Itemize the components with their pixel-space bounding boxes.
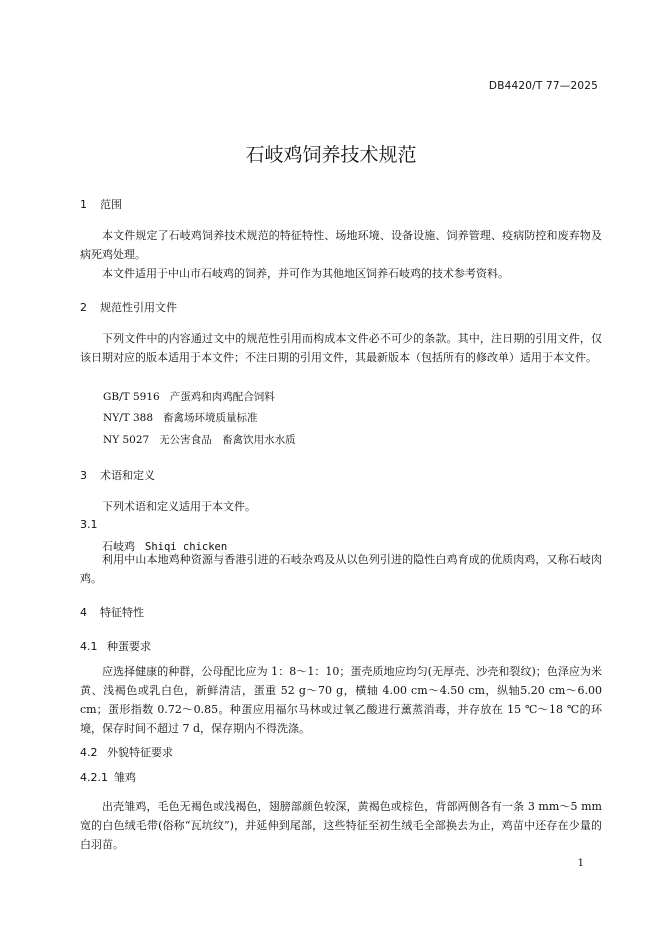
term-chinese: 石岐鸡 [102, 540, 135, 553]
term-definition: 利用中山本地鸡种资源与香港引进的石岐杂鸡及从以色列引进的隐性白鸡育成的优质肉鸡，又称石岐肉鸡。 [80, 553, 602, 585]
standard-code: DB4420/T 77—2025 [488, 80, 598, 92]
subsection-4-2-heading [80, 744, 173, 760]
section-1-heading [80, 196, 122, 212]
section-2-heading [80, 299, 177, 315]
page-number: 1 [577, 858, 584, 869]
subsection-title: 种蛋要求 [107, 640, 151, 653]
reference-name: 无公害食品 畜禽饮用水水质 [159, 434, 296, 446]
section-number: 2 [80, 301, 87, 314]
reference-item [103, 410, 258, 425]
subsection-title: 外貌特征要求 [107, 746, 173, 759]
section-2-paragraph: 下列文件中的内容通过文中的规范性引用而构成本文件必不可少的条款。其中，注日期的引用文件，仅该日期对应的版本适用于本文件；不注日期的引用文件，其最新版本（包括所有的修改单）适用于本文件。 [80, 332, 602, 364]
section-1-paragraph-1: 本文件规定了石岐鸡饲养技术规范的特征特性、场地环境、设备设施、饲养管理、疫病防控和废弃物及病死鸡处理。 [80, 229, 602, 261]
section-title: 术语和定义 [100, 469, 155, 482]
subsection-number: 4.2 [80, 746, 98, 759]
subsection-title: 雏鸡 [114, 771, 136, 784]
reference-item [103, 389, 275, 404]
subsection-4-1-paragraph: 应选择健康的种群，公母配比应为 1：8～1：10；蛋壳质地应均匀(无厚壳、沙壳和裂纹)；色泽应为米黄、浅褐色或乳白色，新鲜清洁，蛋重 52 g～70 g，横轴 4.00 cm～4.50 cm，纵轴5.20 cm～6.00 cm；蛋形指数 0.72～0.85。种蛋应用福尔马林或过氧乙酸进行薰蒸消毒，并存放在 15 ℃～18 ℃的环境，保存时间不超过 7 d，保存期内不得洗涤。 [80, 665, 602, 735]
section-title: 规范性引用文件 [100, 301, 177, 314]
subsection-number: 4.2.1 [80, 771, 108, 784]
term-english: Shiqi chicken [145, 541, 228, 553]
subsection-number: 4.1 [80, 640, 98, 653]
reference-name: 产蛋鸡和肉鸡配合饲料 [169, 391, 275, 403]
section-3-heading [80, 467, 155, 483]
reference-item [103, 432, 296, 447]
subsection-4-1-heading [80, 638, 151, 654]
section-number: 1 [80, 198, 87, 211]
section-1-paragraph-2: 本文件适用于中山市石岐鸡的饲养，并可作为其他地区饲养石岐鸡的技术参考资料。 [102, 267, 509, 280]
subsection-4-2-1-paragraph: 出壳雏鸡，毛色无褐色或浅褐色，翅膀部颜色较深，黄褐色或棕色，背部两侧各有一条 3 mm～5 mm宽的白色绒毛带(俗称“瓦坑纹”)，并延伸到尾部，这些特征至初生绒毛全部换去为止，鸡苗中还存在少量的白羽苗。 [80, 800, 602, 851]
section-4-heading [80, 604, 144, 620]
document-title: 石岐鸡饲养技术规范 [245, 144, 417, 166]
section-title: 特征特性 [100, 606, 144, 619]
reference-code: GB/T 5916 [103, 391, 160, 403]
reference-name: 畜禽场环境质量标准 [163, 412, 258, 424]
term-number: 3.1 [80, 518, 98, 531]
section-3-paragraph: 下列术语和定义适用于本文件。 [102, 500, 256, 513]
section-number: 3 [80, 469, 87, 482]
section-title: 范围 [100, 198, 122, 211]
reference-code: NY 5027 [103, 434, 150, 446]
reference-code: NY/T 388 [103, 412, 154, 424]
subsection-4-2-1-heading [80, 769, 136, 785]
section-number: 4 [80, 606, 87, 619]
